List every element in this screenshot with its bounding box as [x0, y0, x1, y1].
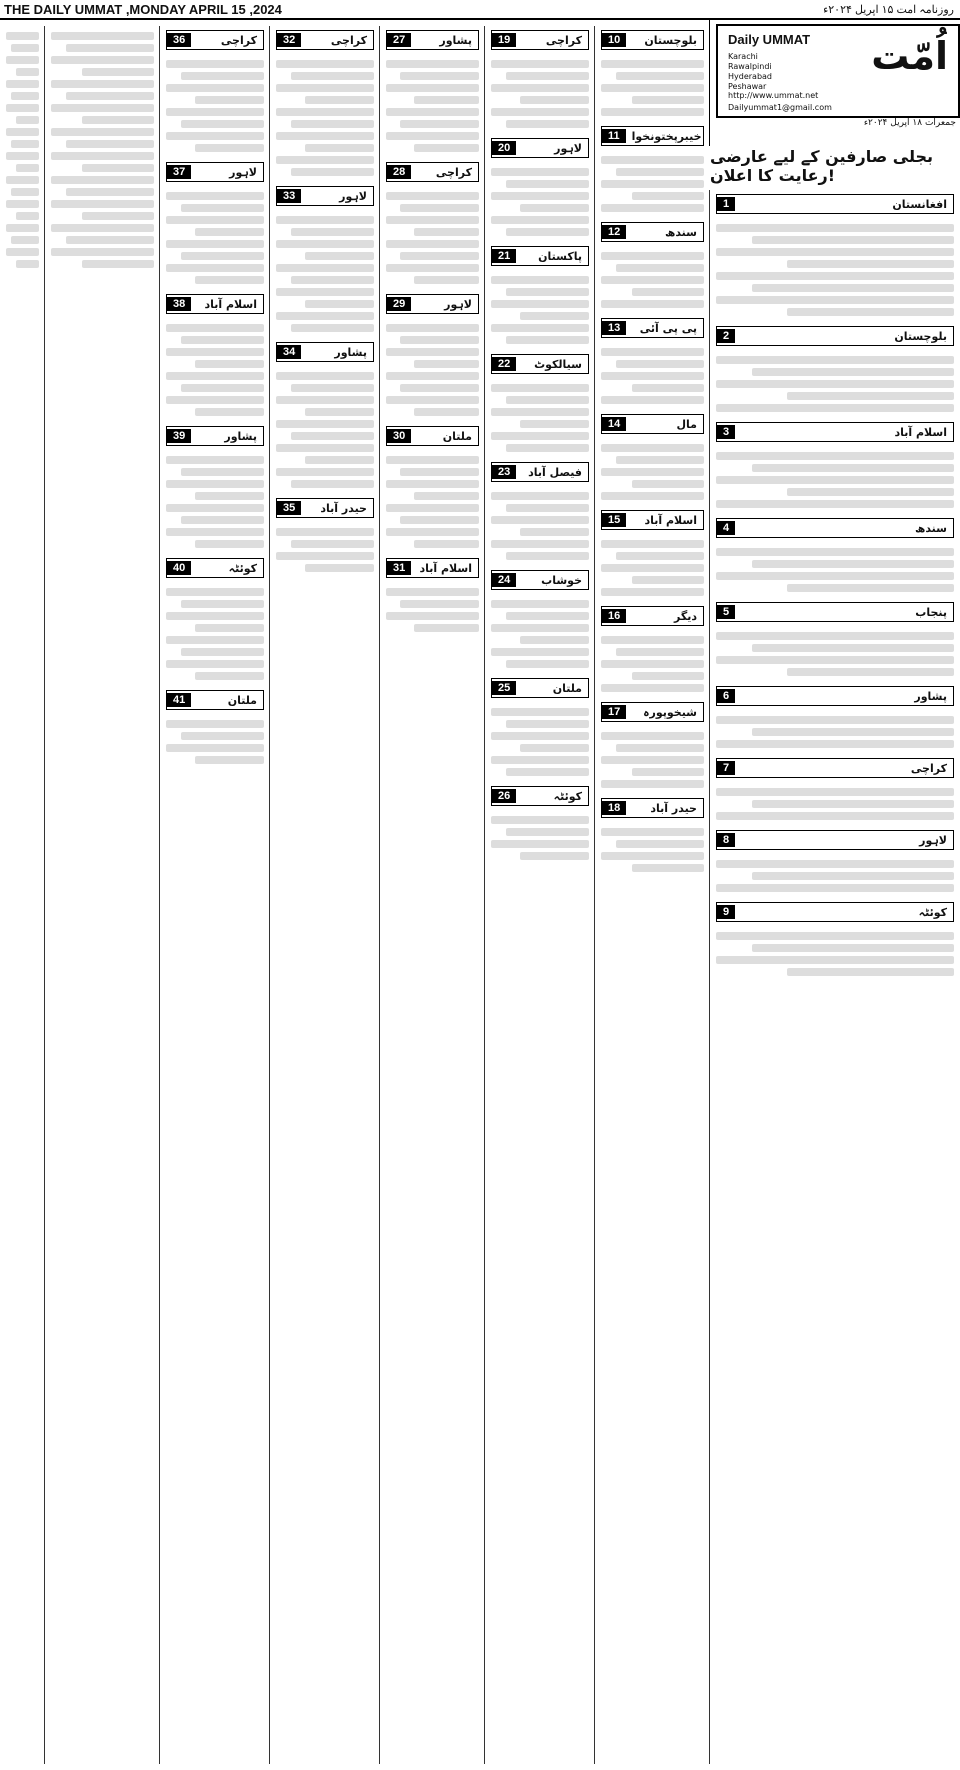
section-title: ملتان	[552, 681, 582, 695]
section-header	[166, 294, 264, 314]
section-title: پشاور	[914, 689, 947, 703]
section-title: پشاور	[334, 345, 367, 359]
section-number: 41	[167, 693, 191, 707]
column-1	[709, 190, 960, 1764]
email-link[interactable]: Dailyummat1@gmail.com	[728, 103, 832, 112]
urdu-dateline: روزنامہ امت ۱۵ اپریل ۲۰۲۴ء	[823, 3, 954, 16]
section-body	[485, 702, 595, 782]
section-body	[380, 54, 485, 158]
column-7	[44, 26, 160, 1764]
section-body	[710, 782, 960, 826]
section-body	[485, 810, 595, 866]
section-body	[595, 246, 710, 314]
section-header	[491, 462, 589, 482]
section-header	[716, 902, 954, 922]
section-header	[166, 558, 264, 578]
section-number: 6	[717, 689, 735, 703]
section-title: اسلام آباد	[419, 561, 472, 575]
section-number: 30	[387, 429, 411, 443]
section-header	[276, 186, 374, 206]
section-header	[386, 30, 479, 50]
section-header	[716, 602, 954, 622]
section-body	[595, 438, 710, 506]
section-header	[491, 786, 589, 806]
section-title: لاہور	[554, 141, 582, 155]
section-body	[710, 710, 960, 754]
section-body	[710, 350, 960, 418]
section-title: کراچی	[910, 761, 947, 775]
section-body	[595, 150, 710, 218]
section-number: 23	[492, 465, 516, 479]
section-title: پی پی آئی	[639, 321, 697, 335]
section-body	[485, 270, 595, 350]
section-header	[716, 422, 954, 442]
section-title: پنجاب	[915, 605, 947, 619]
city-2: Rawalpindi	[728, 62, 772, 71]
section-body	[270, 522, 380, 578]
section-body	[160, 582, 270, 686]
section-body	[380, 186, 485, 290]
section-title: لاہور	[919, 833, 947, 847]
section-header	[716, 758, 954, 778]
section-body	[485, 54, 595, 134]
section-title: بلوچستان	[644, 33, 697, 47]
section-header	[491, 570, 589, 590]
section-title: لاہور	[339, 189, 367, 203]
section-number: 37	[167, 165, 191, 179]
brand-en: Daily UMMAT	[728, 32, 811, 47]
section-title: سندھ	[665, 225, 697, 239]
section-number: 1	[717, 197, 735, 211]
section-number: 19	[492, 33, 516, 47]
section-title: بلوچستان	[894, 329, 947, 343]
section-header	[166, 426, 264, 446]
section-title: کوئٹہ	[553, 789, 582, 803]
section-body	[485, 594, 595, 674]
section-title: اسلام آباد	[644, 513, 697, 527]
section-body	[595, 726, 710, 794]
section-number: 28	[387, 165, 411, 179]
section-body	[595, 342, 710, 410]
section-header	[601, 414, 704, 434]
section-body	[485, 378, 595, 458]
section-number: 29	[387, 297, 411, 311]
section-number: 13	[602, 321, 626, 335]
section-header	[491, 354, 589, 374]
brand-urdu: اُمّت	[871, 34, 948, 78]
section-title: سیالکوٹ	[534, 357, 582, 371]
section-title: شیخوپورہ	[643, 705, 697, 719]
section-header	[491, 246, 589, 266]
section-body	[45, 26, 160, 274]
masthead-meta: جمعرات ۱۸ اپریل ۲۰۲۴ء	[863, 118, 956, 128]
section-title: کراچی	[435, 165, 472, 179]
section-number: 27	[387, 33, 411, 47]
column-8	[0, 26, 45, 1764]
section-number: 21	[492, 249, 516, 263]
masthead	[709, 18, 960, 146]
section-body	[710, 446, 960, 514]
section-header	[601, 510, 704, 530]
section-header	[716, 686, 954, 706]
english-dateline: THE DAILY UMMAT ,MONDAY APRIL 15 ,2024	[4, 1, 282, 17]
city-3: Hyderabad	[728, 72, 772, 81]
section-number: 18	[602, 801, 626, 815]
section-body	[595, 630, 710, 698]
section-header	[386, 294, 479, 314]
section-body	[380, 450, 485, 554]
section-header	[166, 30, 264, 50]
section-number: 7	[717, 761, 735, 775]
section-title: سندھ	[915, 521, 947, 535]
section-header	[166, 162, 264, 182]
section-number: 10	[602, 33, 626, 47]
section-body	[380, 318, 485, 422]
city-4: Peshawar	[728, 82, 767, 91]
section-body	[485, 162, 595, 242]
section-body	[270, 366, 380, 494]
section-number: 8	[717, 833, 735, 847]
section-body	[270, 54, 380, 182]
section-header	[386, 162, 479, 182]
section-title: کراچی	[545, 33, 582, 47]
section-body	[0, 26, 45, 274]
section-body	[710, 626, 960, 682]
section-number: 36	[167, 33, 191, 47]
section-number: 3	[717, 425, 735, 439]
section-title: لاہور	[444, 297, 472, 311]
section-header	[386, 558, 479, 578]
column-3	[484, 26, 595, 1764]
section-title: کراچی	[220, 33, 257, 47]
section-body	[710, 926, 960, 982]
section-title: کوئٹہ	[918, 905, 947, 919]
section-title: کراچی	[330, 33, 367, 47]
section-header	[601, 126, 704, 146]
section-header	[601, 222, 704, 242]
section-title: فیصل آباد	[528, 465, 582, 479]
section-header	[601, 30, 704, 50]
section-title: پشاور	[439, 33, 472, 47]
section-body	[595, 54, 710, 122]
section-number: 26	[492, 789, 516, 803]
section-title: خیبرپختونخوا	[631, 129, 702, 143]
section-number: 17	[602, 705, 626, 719]
section-number: 35	[277, 501, 301, 515]
section-number: 39	[167, 429, 191, 443]
column-4	[379, 26, 485, 1764]
section-body	[160, 186, 270, 290]
section-header	[716, 326, 954, 346]
section-number: 24	[492, 573, 516, 587]
section-header	[166, 690, 264, 710]
section-header	[491, 678, 589, 698]
section-body	[270, 210, 380, 338]
section-number: 25	[492, 681, 516, 695]
column-2	[594, 26, 710, 1764]
section-header	[601, 606, 704, 626]
section-number: 40	[167, 561, 191, 575]
section-title: مال	[676, 417, 697, 431]
section-number: 15	[602, 513, 626, 527]
section-title: لاہور	[229, 165, 257, 179]
section-header	[716, 830, 954, 850]
section-header	[276, 30, 374, 50]
lead-headline-text: بجلی صارفین کے لیے عارضی رعایت کا اعلان!	[710, 147, 934, 185]
city-1: Karachi	[728, 52, 758, 61]
section-header	[716, 194, 954, 214]
section-title: اسلام آباد	[204, 297, 257, 311]
section-header	[276, 498, 374, 518]
section-body	[710, 854, 960, 898]
section-body	[710, 218, 960, 322]
section-number: 2	[717, 329, 735, 343]
section-number: 33	[277, 189, 301, 203]
section-header	[491, 138, 589, 158]
top-bar	[0, 0, 960, 20]
column-5	[269, 26, 380, 1764]
section-header	[491, 30, 589, 50]
section-header	[601, 702, 704, 722]
section-number: 16	[602, 609, 626, 623]
section-body	[595, 534, 710, 602]
section-number: 31	[387, 561, 411, 575]
section-title: ملتان	[442, 429, 472, 443]
masthead-box	[716, 24, 960, 118]
city-list	[728, 52, 772, 92]
section-body	[595, 822, 710, 878]
section-title: حیدر آباد	[320, 501, 367, 515]
section-body	[160, 54, 270, 158]
section-body	[160, 450, 270, 554]
section-number: 4	[717, 521, 735, 535]
column-6	[159, 26, 270, 1764]
section-body	[380, 582, 485, 638]
section-header	[601, 318, 704, 338]
section-header	[716, 518, 954, 538]
section-title: افغانستان	[892, 197, 947, 211]
section-title: ملتان	[227, 693, 257, 707]
section-title: دیگر	[673, 609, 697, 623]
section-title: خوشاب	[541, 573, 582, 587]
section-number: 12	[602, 225, 626, 239]
section-number: 5	[717, 605, 735, 619]
section-body	[160, 318, 270, 422]
section-number: 32	[277, 33, 301, 47]
section-header	[601, 798, 704, 818]
section-body	[710, 542, 960, 598]
section-body	[160, 714, 270, 770]
section-number: 11	[602, 129, 626, 143]
section-number: 14	[602, 417, 626, 431]
section-number: 9	[717, 905, 735, 919]
section-number: 38	[167, 297, 191, 311]
section-title: کوئٹہ	[228, 561, 257, 575]
section-title: پشاور	[224, 429, 257, 443]
section-number: 22	[492, 357, 516, 371]
website-link[interactable]: http://www.ummat.net	[728, 91, 819, 100]
section-title: اسلام آباد	[894, 425, 947, 439]
section-number: 20	[492, 141, 516, 155]
section-title: پاکستان	[538, 249, 582, 263]
section-number: 34	[277, 345, 301, 359]
lead-headline	[710, 146, 960, 186]
section-header	[386, 426, 479, 446]
section-title: حیدر آباد	[650, 801, 697, 815]
section-header	[276, 342, 374, 362]
section-body	[485, 486, 595, 566]
